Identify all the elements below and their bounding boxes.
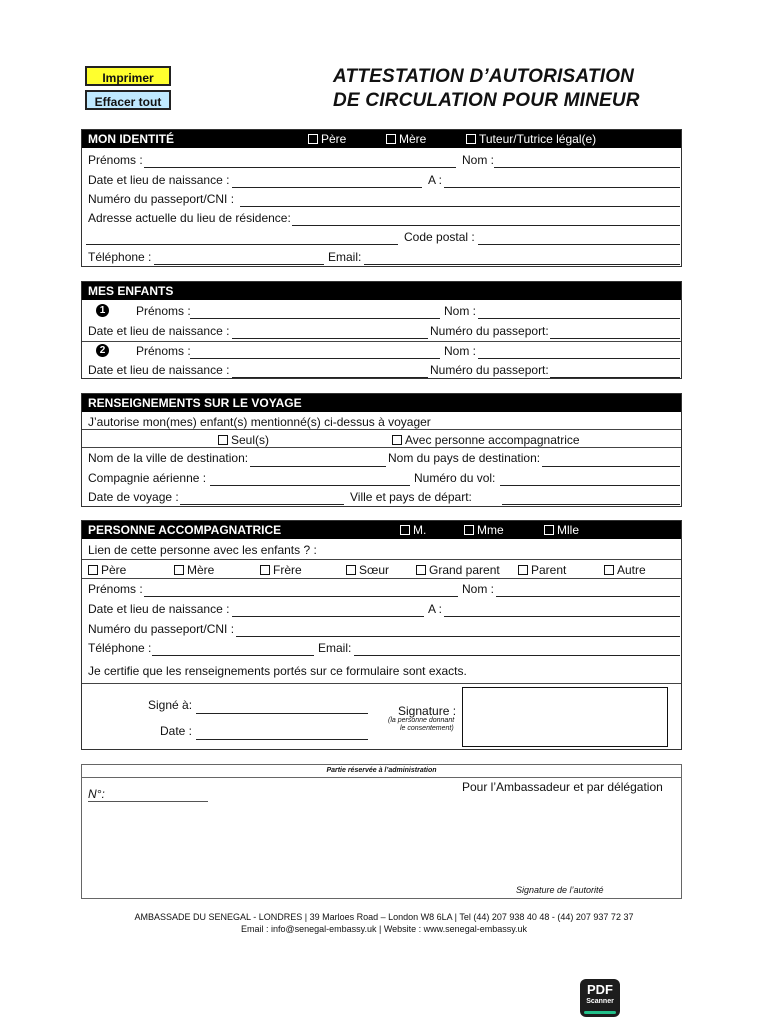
divider	[82, 447, 681, 448]
companion-at-field[interactable]	[444, 616, 680, 617]
relation-grandparent-checkbox[interactable]: Grand parent	[416, 563, 500, 577]
relation-sister-checkbox[interactable]: Sœur	[346, 563, 389, 577]
companion-header: PERSONNE ACCOMPAGNATRICE	[82, 521, 681, 539]
city-field[interactable]	[250, 466, 386, 467]
signature-note-2: le consentement)	[400, 725, 454, 732]
name-label: Nom :	[462, 153, 495, 167]
companion-section	[81, 520, 682, 750]
authorize-text: J’autorise mon(mes) enfant(s) mentionné(s) ci-dessus à voyager	[88, 415, 431, 429]
divider	[82, 683, 681, 684]
child2-passport-field[interactable]	[550, 377, 680, 378]
pdf-scanner-logo	[580, 979, 620, 1017]
ambassador-text: Pour l’Ambassadeur et par délégation	[462, 780, 663, 794]
country-field[interactable]	[542, 466, 680, 467]
identity-header: MON IDENTITÉ	[82, 130, 681, 148]
relation-label: Lien de cette personne avec les enfants ? :	[88, 543, 317, 557]
child1-birth-label: Date et lieu de naissance :	[88, 324, 230, 338]
child1-name-field[interactable]	[478, 318, 680, 319]
firstnames-field[interactable]	[144, 167, 456, 168]
divider	[82, 429, 681, 430]
checkbox-icon	[174, 565, 184, 575]
child2-name-label: Nom :	[444, 344, 477, 358]
checkbox-icon	[88, 565, 98, 575]
relation-father-checkbox[interactable]: Père	[88, 563, 126, 577]
city-label: Nom de la ville de destination:	[88, 451, 249, 465]
print-button[interactable]: Imprimer	[85, 66, 171, 86]
child2-name-field[interactable]	[478, 358, 680, 359]
form-title-line1: ATTESTATION D’AUTORISATION	[333, 66, 635, 87]
country-label: Nom du pays de destination:	[388, 451, 541, 465]
child2-firstnames-field[interactable]	[190, 358, 440, 359]
relation-mother-checkbox[interactable]: Mère	[174, 563, 214, 577]
relation-other-checkbox[interactable]: Autre	[604, 563, 646, 577]
child2-number-icon: 2	[96, 344, 109, 357]
birth-at-field[interactable]	[444, 187, 680, 188]
travel-date-label: Date de voyage :	[88, 490, 179, 504]
admin-number-field	[88, 801, 208, 802]
checkbox-icon	[464, 525, 474, 535]
relation-brother-checkbox[interactable]: Frère	[260, 563, 302, 577]
identity-section	[81, 129, 682, 267]
companion-firstnames-label: Prénoms :	[88, 582, 143, 596]
child1-passport-field[interactable]	[550, 338, 680, 339]
companion-phone-label: Téléphone :	[88, 641, 152, 655]
child1-name-label: Nom :	[444, 304, 477, 318]
pdf-scanner-logo-title: PDF	[587, 982, 613, 997]
phone-label: Téléphone :	[88, 250, 152, 264]
child2-birth-label: Date et lieu de naissance :	[88, 363, 230, 377]
flight-field[interactable]	[500, 485, 680, 486]
miss-checkbox[interactable]: Mlle	[544, 523, 579, 537]
relation-parent-checkbox[interactable]: Parent	[518, 563, 566, 577]
divider	[82, 341, 681, 342]
checkbox-icon	[346, 565, 356, 575]
email-field[interactable]	[364, 264, 680, 265]
passport-label: Numéro du passeport/CNI :	[88, 192, 235, 206]
address-field-2[interactable]	[86, 244, 398, 245]
child1-birth-field[interactable]	[232, 338, 428, 339]
clear-all-button[interactable]: Effacer tout	[85, 90, 171, 110]
postcode-label: Code postal :	[404, 230, 475, 244]
father-checkbox[interactable]: Père	[308, 132, 346, 146]
mr-checkbox[interactable]: M.	[400, 523, 426, 537]
companion-email-field[interactable]	[354, 655, 680, 656]
checkbox-icon	[392, 435, 402, 445]
companion-email-label: Email:	[318, 641, 352, 655]
admin-section	[81, 764, 682, 899]
phone-field[interactable]	[154, 264, 324, 265]
companion-at-label: A :	[428, 602, 443, 616]
signature-note-1: (la personne donnant	[388, 717, 455, 724]
mother-checkbox[interactable]: Mère	[386, 132, 426, 146]
child2-firstnames-label: Prénoms :	[136, 344, 191, 358]
birth-label: Date et lieu de naissance :	[88, 173, 230, 187]
companion-firstnames-field[interactable]	[144, 596, 458, 597]
checkbox-icon	[518, 565, 528, 575]
companion-phone-field[interactable]	[152, 655, 314, 656]
children-section	[81, 281, 682, 379]
signed-at-label: Signé à:	[148, 698, 193, 712]
pdf-scanner-logo-bar	[584, 1011, 616, 1014]
flight-label: Numéro du vol:	[414, 471, 496, 485]
signature-label: Signature :	[398, 704, 457, 718]
companion-name-field[interactable]	[496, 596, 680, 597]
child2-birth-field[interactable]	[232, 377, 428, 378]
form-title-line2: DE CIRCULATION POUR MINEUR	[333, 90, 640, 111]
divider	[82, 578, 681, 579]
airline-label: Compagnie aérienne :	[88, 471, 207, 485]
sign-date-field[interactable]	[196, 739, 368, 740]
departure-field[interactable]	[502, 504, 680, 505]
travel-section	[81, 393, 682, 507]
checkbox-icon	[416, 565, 426, 575]
travel-date-field[interactable]	[180, 504, 344, 505]
passport-field[interactable]	[240, 206, 680, 207]
checkbox-icon	[218, 435, 228, 445]
birth-at-label: A :	[428, 173, 443, 187]
checkbox-icon	[604, 565, 614, 575]
companion-birth-label: Date et lieu de naissance :	[88, 602, 230, 616]
companion-passport-label: Numéro du passeport/CNI :	[88, 622, 235, 636]
pdf-scanner-logo-subtitle: Scanner	[586, 998, 614, 1005]
child2-passport-label: Numéro du passeport:	[430, 363, 549, 377]
footer-address: AMBASSADE DU SENEGAL - LONDRES | 39 Marloes Road – London W8 6LA | Tel (44) 207 938 40 48 - (44) 207 937 72 37	[134, 912, 634, 922]
divider	[82, 559, 681, 560]
checkbox-icon	[386, 134, 396, 144]
companion-name-label: Nom :	[462, 582, 495, 596]
child1-firstnames-label: Prénoms :	[136, 304, 191, 318]
children-header: MES ENFANTS	[82, 282, 681, 300]
authority-signature-text: Signature de l’autorité	[516, 885, 604, 895]
accompanied-checkbox[interactable]: Avec personne accompagnatrice	[392, 433, 580, 447]
airline-field[interactable]	[210, 485, 410, 486]
signature-box[interactable]	[462, 687, 668, 747]
child1-number-icon: 1	[96, 304, 109, 317]
address-field[interactable]	[292, 225, 680, 226]
checkbox-icon	[544, 525, 554, 535]
footer-contact: Email : info@senegal-embassy.uk | Website : www.senegal-embassy.uk	[240, 924, 528, 934]
admin-number-label: N°:	[88, 787, 105, 801]
admin-header: Partie réservée à l’administration	[82, 765, 681, 778]
sign-date-label: Date :	[160, 724, 193, 738]
firstnames-label: Prénoms :	[88, 153, 143, 167]
checkbox-icon	[400, 525, 410, 535]
checkbox-icon	[260, 565, 270, 575]
travel-header: RENSEIGNEMENTS SUR LE VOYAGE	[82, 394, 681, 412]
certify-text: Je certifie que les renseignements portés sur ce formulaire sont exacts.	[88, 664, 467, 678]
signed-at-field[interactable]	[196, 713, 368, 714]
address-label: Adresse actuelle du lieu de résidence:	[88, 211, 291, 225]
companion-birth-field[interactable]	[232, 616, 424, 617]
name-field[interactable]	[494, 167, 680, 168]
guardian-checkbox[interactable]: Tuteur/Tutrice légal(e)	[466, 132, 596, 146]
postcode-field[interactable]	[478, 244, 680, 245]
mrs-checkbox[interactable]: Mme	[464, 523, 504, 537]
child1-passport-label: Numéro du passeport:	[430, 324, 549, 338]
alone-checkbox[interactable]: Seul(s)	[218, 433, 269, 447]
checkbox-icon	[466, 134, 476, 144]
companion-passport-field[interactable]	[236, 636, 680, 637]
departure-label: Ville et pays de départ:	[350, 490, 472, 504]
birth-field[interactable]	[232, 187, 422, 188]
checkbox-icon	[308, 134, 318, 144]
child1-firstnames-field[interactable]	[190, 318, 440, 319]
email-label: Email:	[328, 250, 362, 264]
